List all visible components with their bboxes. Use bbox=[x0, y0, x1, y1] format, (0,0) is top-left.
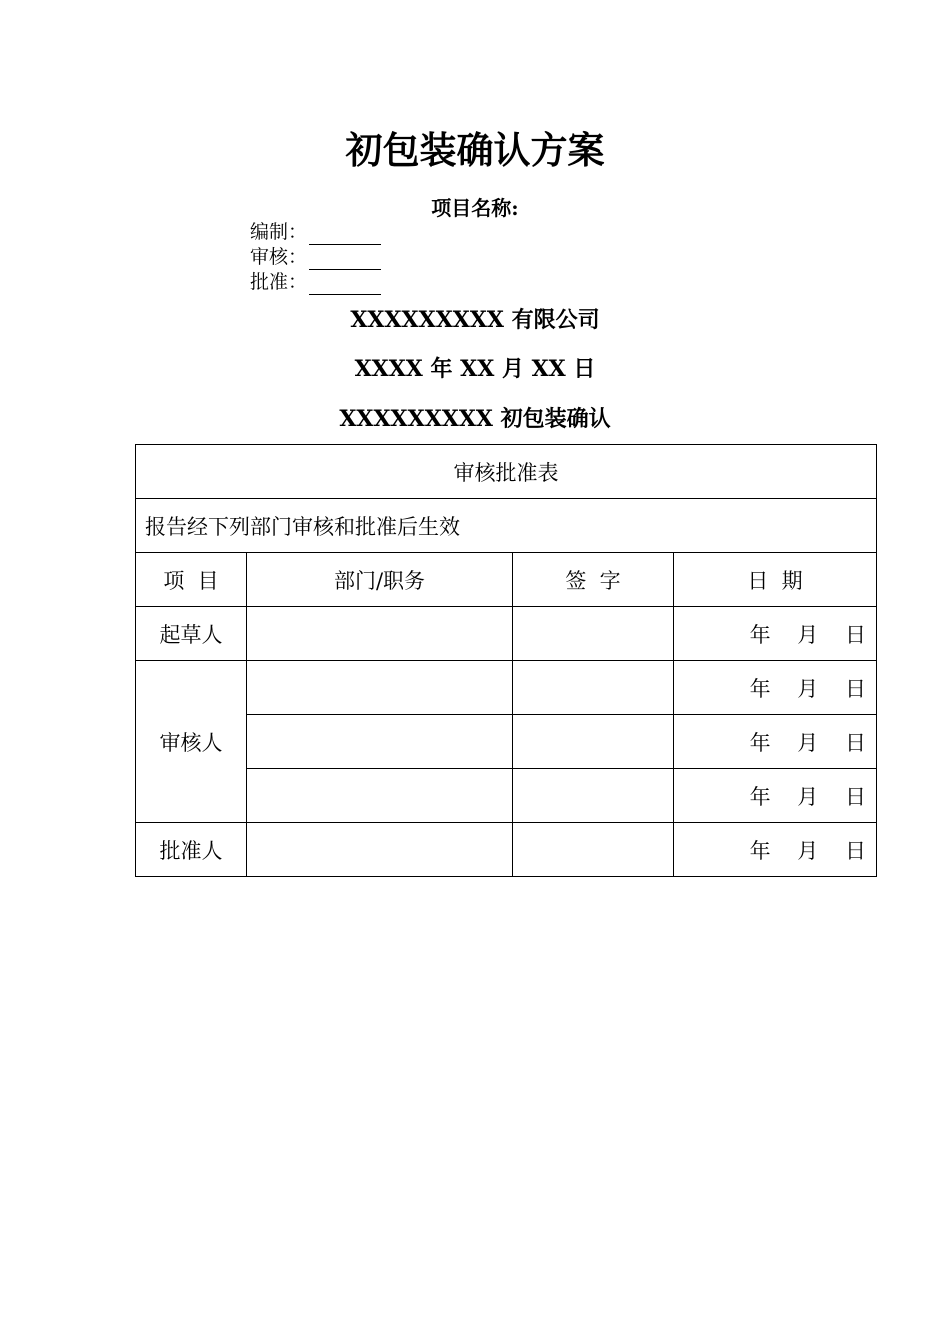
table-row-drafter bbox=[136, 607, 877, 661]
date-cell[interactable]: 年 月 日 bbox=[674, 715, 877, 769]
company-name: XXXXXXXXX 有限公司 bbox=[350, 307, 600, 333]
approval-table-note: 报告经下列部门审核和批准后生效 bbox=[136, 499, 877, 553]
signature-cell[interactable] bbox=[513, 823, 674, 877]
department-cell[interactable] bbox=[247, 607, 513, 661]
project-name-label: 项目名称: bbox=[431, 196, 519, 220]
signature-line-compile[interactable] bbox=[309, 224, 381, 245]
approval-table-header-row bbox=[136, 553, 877, 607]
role-approver: 批准人 bbox=[136, 823, 247, 877]
date-cell[interactable]: 年 月 日 bbox=[674, 823, 877, 877]
approval-table-note-row bbox=[136, 499, 877, 553]
department-cell[interactable] bbox=[247, 661, 513, 715]
approval-table-title: 审核批准表 bbox=[136, 445, 877, 499]
table-row-reviewer bbox=[136, 715, 877, 769]
table-row-reviewer bbox=[136, 769, 877, 823]
table-row-reviewer bbox=[136, 661, 877, 715]
role-reviewer: 审核人 bbox=[136, 661, 247, 823]
header-item: 项 目 bbox=[136, 553, 247, 607]
signature-cell[interactable] bbox=[513, 661, 674, 715]
signature-row-approve bbox=[250, 270, 381, 295]
document-subject: XXXXXXXXX 初包装确认 bbox=[339, 406, 611, 432]
signature-line-review[interactable] bbox=[309, 249, 381, 270]
date-cell[interactable]: 年 月 日 bbox=[674, 607, 877, 661]
signature-cell[interactable] bbox=[513, 715, 674, 769]
date-cell[interactable]: 年 月 日 bbox=[674, 769, 877, 823]
document-title: 初包装确认方案 bbox=[345, 128, 605, 172]
table-row-approver bbox=[136, 823, 877, 877]
approval-table-title-row bbox=[136, 445, 877, 499]
signature-block bbox=[250, 220, 381, 295]
department-cell[interactable] bbox=[247, 715, 513, 769]
signature-label-approve: 批准： bbox=[250, 271, 308, 293]
signature-label-compile: 编制： bbox=[250, 221, 308, 243]
signature-label-review: 审核： bbox=[250, 246, 308, 268]
approval-table bbox=[135, 444, 877, 877]
signature-line-approve[interactable] bbox=[309, 274, 381, 295]
date-cell[interactable]: 年 月 日 bbox=[674, 661, 877, 715]
header-department: 部门/职务 bbox=[247, 553, 513, 607]
signature-cell[interactable] bbox=[513, 607, 674, 661]
department-cell[interactable] bbox=[247, 823, 513, 877]
signature-row-review bbox=[250, 245, 381, 270]
signature-row-compile bbox=[250, 220, 381, 245]
header-signature: 签 字 bbox=[513, 553, 674, 607]
department-cell[interactable] bbox=[247, 769, 513, 823]
document-date: XXXX 年 XX 月 XX 日 bbox=[354, 356, 596, 382]
signature-cell[interactable] bbox=[513, 769, 674, 823]
header-date: 日 期 bbox=[674, 553, 877, 607]
role-drafter: 起草人 bbox=[136, 607, 247, 661]
